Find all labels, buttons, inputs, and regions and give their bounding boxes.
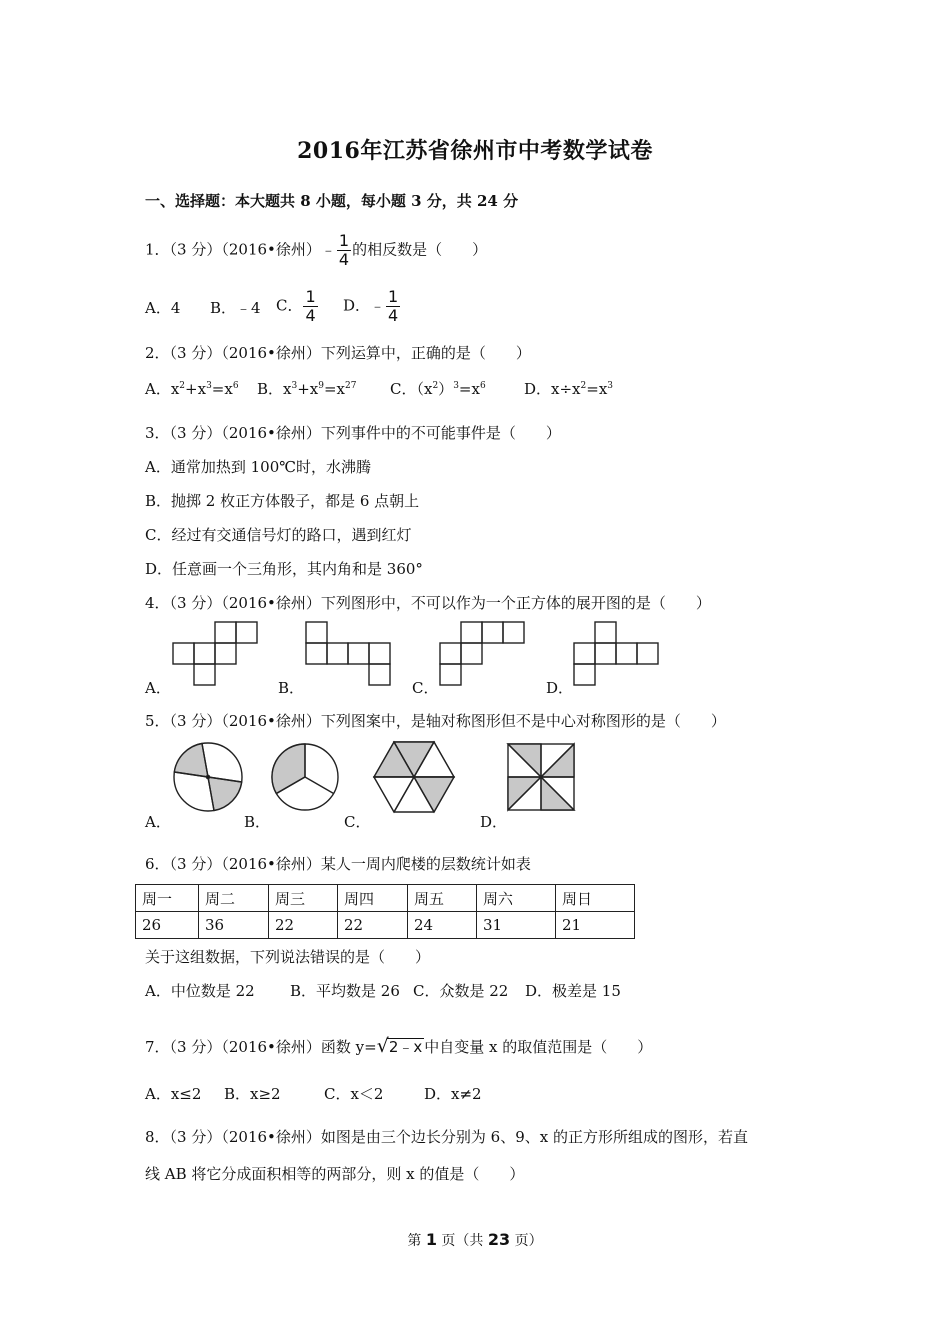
q6-followup: 关于这组数据，下列说法错误的是（ ） <box>145 948 431 966</box>
question-6-stem: 6．（3 分）（2016•徐州）某人一周内爬楼的层数统计如表 <box>145 855 531 873</box>
q6-option-a: A．中位数是 22 <box>145 982 255 1000</box>
q4-net-b <box>306 622 390 685</box>
q2-a-t2: +x <box>185 380 207 398</box>
q2-c-t2: ） <box>438 380 454 398</box>
q1-frac-den: 4 <box>338 250 350 269</box>
q4-net-c <box>440 622 524 685</box>
table-cell: 周四 <box>338 885 408 912</box>
q7-option-c: C．x＜2 <box>324 1085 384 1103</box>
q1-option-d-label: D．﹣ <box>343 296 386 315</box>
table-cell: 周日 <box>556 885 635 912</box>
q3-option-b: B．抛掷 2 枚正方体骰子，都是 6 点朝上 <box>145 492 420 510</box>
q4-net-d <box>574 622 658 685</box>
question-3-stem: 3．（3 分）（2016•徐州）下列事件中的不可能事件是（ ） <box>145 424 561 442</box>
q6-option-c: C．众数是 22 <box>413 982 509 1000</box>
q4-label-c: C． <box>412 679 439 697</box>
table-cell: 21 <box>556 912 635 939</box>
q1-c-num: 1 <box>305 287 316 306</box>
q1-prefix: 1．（3 分）（2016•徐州）﹣ <box>145 240 336 259</box>
q7-option-a: A．x≤2 <box>145 1085 202 1103</box>
q4-net-a <box>173 622 257 685</box>
q2-a-t1: A．x <box>145 380 180 398</box>
footer-pre: 第 <box>407 1233 426 1249</box>
q2-option-a <box>145 378 239 399</box>
q3-option-c: C．经过有交通信号灯的路口，遇到红灯 <box>145 526 412 544</box>
q5-label-c: C． <box>344 813 371 831</box>
q7-option-d: D．x≠2 <box>424 1085 482 1103</box>
q5-figure-a <box>174 743 242 811</box>
q5-label-d: D． <box>480 813 508 831</box>
q2-b-t1: B．x <box>257 380 292 398</box>
q2-d-t1: D．x÷x <box>524 380 581 398</box>
q2-c-e3: 6 <box>479 381 486 391</box>
q1-option-d-fraction <box>386 288 400 325</box>
q7-suffix: 中自变量 x 的取值范围是（ ） <box>424 1038 653 1056</box>
q2-option-c <box>390 378 486 399</box>
q2-b-t3: =x <box>323 380 346 398</box>
q1-suffix: 的相反数是（ ） <box>352 240 488 259</box>
q1-option-b: B．﹣4 <box>210 299 261 317</box>
question-1-stem <box>145 232 487 269</box>
q7-prefix: 7．（3 分）（2016•徐州）函数 y= <box>145 1038 377 1056</box>
footer-mid: 页（共 <box>436 1233 488 1249</box>
table-cell: 周二 <box>199 885 269 912</box>
q2-option-b <box>257 378 356 399</box>
q7-option-b: B．x≥2 <box>224 1085 281 1103</box>
table-cell: 31 <box>477 912 556 939</box>
table-cell: 26 <box>136 912 199 939</box>
q1-c-den: 4 <box>305 306 316 325</box>
q1-option-d <box>343 288 401 325</box>
q4-net-figures <box>160 618 680 692</box>
page-footer <box>0 1230 950 1250</box>
q1-option-c <box>276 288 319 325</box>
q5-label-a: A． <box>145 813 171 831</box>
q1-option-c-fraction <box>303 288 317 325</box>
q2-d-e2: 3 <box>607 381 614 391</box>
q2-b-t2: +x <box>297 380 319 398</box>
table-cell: 周六 <box>477 885 556 912</box>
q5-pattern-figures <box>165 736 585 816</box>
q5-figure-d <box>508 744 574 810</box>
table-cell: 24 <box>408 912 477 939</box>
table-cell: 22 <box>338 912 408 939</box>
q5-figure-b <box>272 744 338 810</box>
question-2-stem: 2．（3 分）（2016•徐州）下列运算中，正确的是（ ） <box>145 344 531 362</box>
q6-option-b: B．平均数是 26 <box>290 982 400 1000</box>
q2-a-e3: 6 <box>232 381 239 391</box>
q2-c-t3: =x <box>458 380 480 398</box>
q2-b-e3: 27 <box>345 381 357 391</box>
q5-label-b: B． <box>244 813 271 831</box>
q3-option-a: A．通常加热到 100℃时，水沸腾 <box>145 458 372 476</box>
question-5-stem: 5．（3 分）（2016•徐州）下列图案中，是轴对称图形但不是中心对称图形的是（ ） <box>145 712 726 730</box>
question-8-line-1: 8．（3 分）（2016•徐州）如图是由三个边长分别为 6、9、x 的正方形所组成的图形，若直 <box>145 1128 748 1146</box>
q1-d-den: 4 <box>388 306 399 325</box>
q1-option-a: A．4 <box>145 299 181 317</box>
question-7-stem <box>145 1035 652 1057</box>
table-cell: 周三 <box>269 885 338 912</box>
q7-radicand: 2﹣x <box>388 1038 423 1056</box>
q2-c-e1: 2 <box>432 381 439 391</box>
table-cell: 周一 <box>136 885 199 912</box>
page-total: 23 <box>487 1230 511 1249</box>
q2-a-e2: 3 <box>206 381 212 391</box>
table-header-row <box>136 885 635 912</box>
q2-option-d <box>524 378 613 399</box>
q2-d-t2: =x <box>586 380 608 398</box>
q1-option-c-label: C． <box>276 296 303 315</box>
exam-title: 2016年江苏省徐州市中考数学试卷 <box>297 138 653 164</box>
q1-d-num: 1 <box>388 287 399 306</box>
question-4-stem: 4．（3 分）（2016•徐州）下列图形中，不可以作为一个正方体的展开图的是（ ） <box>145 594 711 612</box>
q2-c-e2: 3 <box>453 381 459 391</box>
q4-label-b: B． <box>278 679 305 697</box>
table-cell: 36 <box>199 912 269 939</box>
q4-label-d: D． <box>546 679 574 697</box>
q2-b-e1: 3 <box>291 381 298 391</box>
table-cell: 周五 <box>408 885 477 912</box>
table-row <box>136 912 635 939</box>
section-heading: 一、选择题：本大题共 8 小题，每小题 3 分，共 24 分 <box>145 192 519 210</box>
page-number: 1 <box>425 1230 437 1249</box>
q1-fraction <box>337 232 351 269</box>
q5-figure-c <box>374 742 454 812</box>
q6-data-table <box>135 884 635 939</box>
q2-d-e1: 2 <box>580 381 587 391</box>
table-cell: 22 <box>269 912 338 939</box>
q2-a-t3: =x <box>211 380 233 398</box>
q2-a-e1: 2 <box>179 381 186 391</box>
q1-frac-num: 1 <box>338 231 350 250</box>
q6-option-d: D．极差是 15 <box>525 982 621 1000</box>
q3-option-d: D．任意画一个三角形，其内角和是 360° <box>145 560 423 578</box>
footer-post: 页） <box>510 1233 543 1249</box>
question-8-line-2: 线 AB 将它分成面积相等的两部分，则 x 的值是（ ） <box>145 1165 525 1183</box>
q2-c-t1: C．（x <box>390 380 433 398</box>
q2-b-e2: 9 <box>318 381 324 391</box>
radical-sign: √ <box>376 1035 389 1057</box>
q4-label-a: A． <box>145 679 171 697</box>
